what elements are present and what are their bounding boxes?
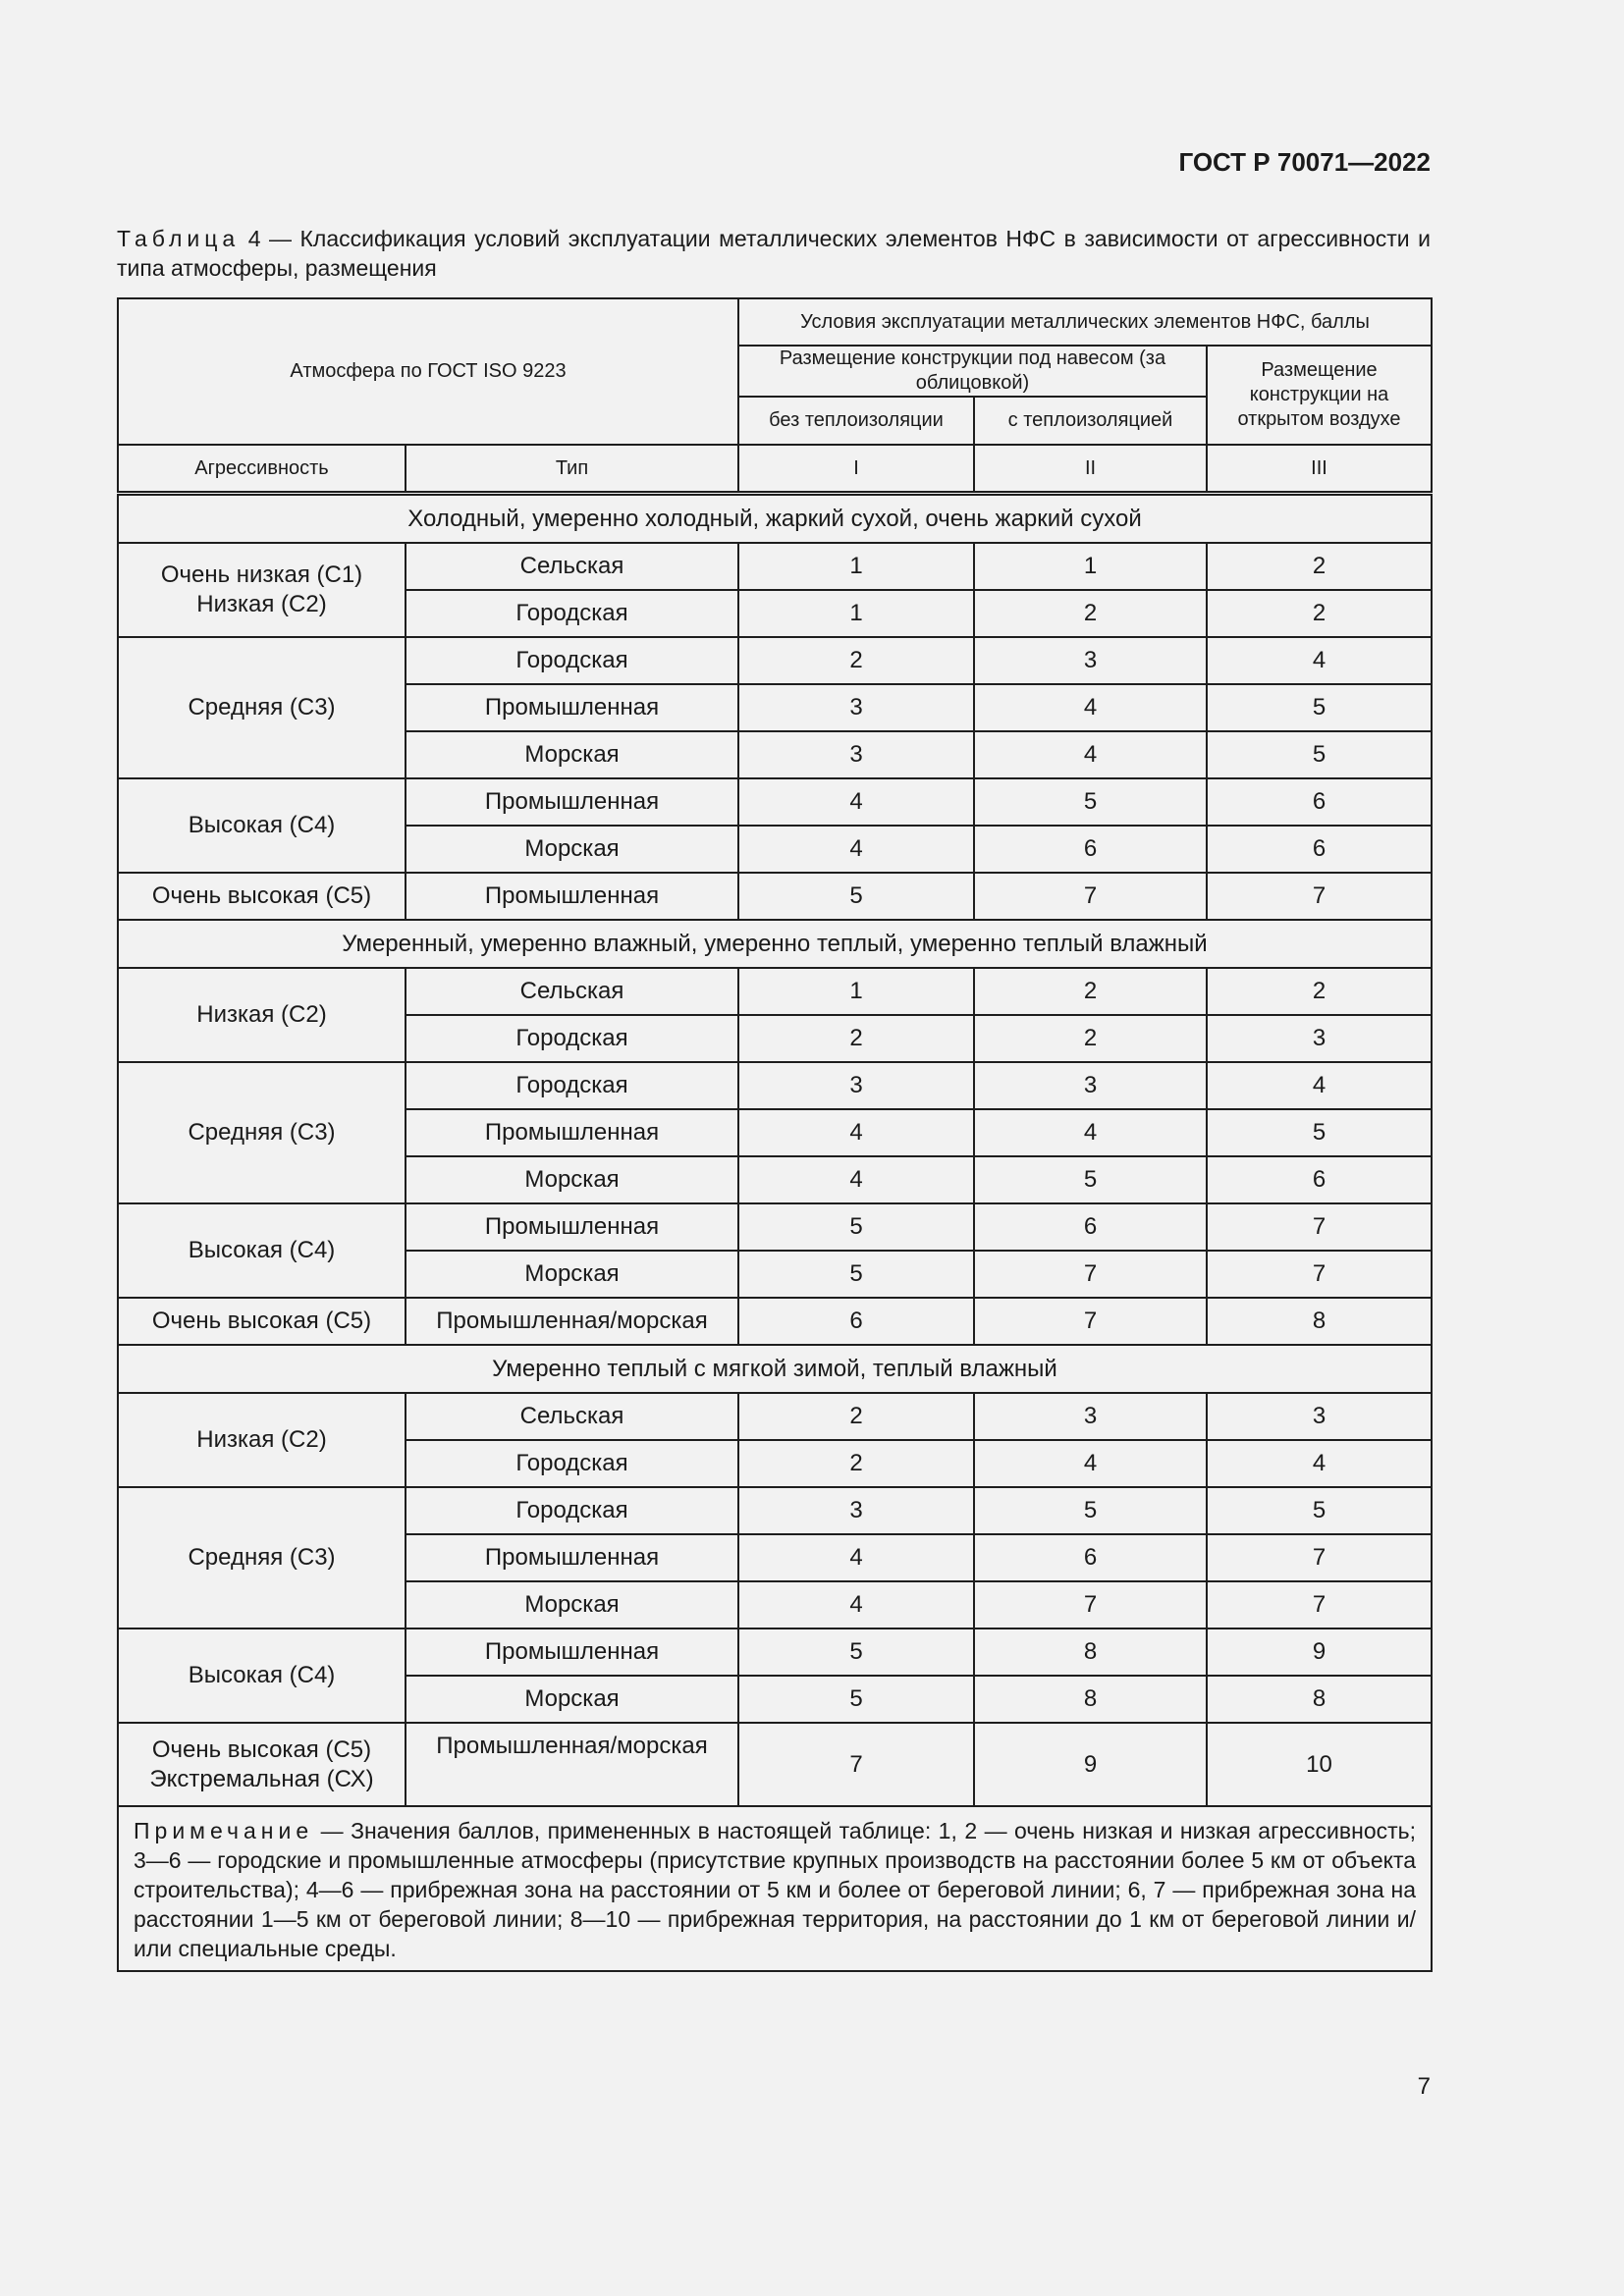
type-cell: Промышленная/морская bbox=[406, 1723, 738, 1806]
value-cell-iii: 4 bbox=[1207, 1062, 1432, 1109]
value-cell-i: 2 bbox=[738, 1393, 974, 1440]
value-cell-iii: 2 bbox=[1207, 590, 1432, 637]
value-cell-iii: 3 bbox=[1207, 1015, 1432, 1062]
value-cell-ii: 2 bbox=[974, 1015, 1207, 1062]
value-cell-iii: 7 bbox=[1207, 1251, 1432, 1298]
value-cell-i: 5 bbox=[738, 1629, 974, 1676]
climate-group-title: Умеренно теплый с мягкой зимой, теплый влажный bbox=[118, 1345, 1432, 1393]
aggressiveness-cell: Высокая (С4) bbox=[118, 1629, 406, 1723]
value-cell-ii: 8 bbox=[974, 1676, 1207, 1723]
no-insulation-header: без теплоизоляции bbox=[738, 397, 974, 445]
aggressiveness-cell: Средняя (С3) bbox=[118, 637, 406, 778]
value-cell-ii: 6 bbox=[974, 1203, 1207, 1251]
table-row bbox=[118, 1487, 1432, 1534]
conditions-header: Условия эксплуатации металлических элементов НФС, баллы bbox=[738, 298, 1432, 346]
table-row bbox=[118, 637, 1432, 684]
value-cell-ii: 4 bbox=[974, 1440, 1207, 1487]
note-label: Примечание bbox=[134, 1818, 314, 1843]
type-cell: Морская bbox=[406, 826, 738, 873]
table-body bbox=[118, 494, 1432, 1807]
value-cell-ii: 6 bbox=[974, 1534, 1207, 1581]
value-cell-i: 5 bbox=[738, 873, 974, 920]
aggressiveness-cell: Средняя (С3) bbox=[118, 1062, 406, 1203]
col-i-header: I bbox=[738, 445, 974, 494]
table-row bbox=[118, 873, 1432, 920]
value-cell-ii: 3 bbox=[974, 637, 1207, 684]
value-cell-iii: 5 bbox=[1207, 731, 1432, 778]
value-cell-ii: 7 bbox=[974, 1581, 1207, 1629]
value-cell-iii: 4 bbox=[1207, 637, 1432, 684]
under-canopy-header: Размещение конструкции под навесом (за облицовкой) bbox=[738, 346, 1207, 397]
type-cell: Сельская bbox=[406, 1393, 738, 1440]
value-cell-i: 5 bbox=[738, 1203, 974, 1251]
table-row bbox=[118, 968, 1432, 1015]
value-cell-iii: 6 bbox=[1207, 826, 1432, 873]
value-cell-iii: 5 bbox=[1207, 1109, 1432, 1156]
value-cell-i: 3 bbox=[738, 1062, 974, 1109]
value-cell-ii: 7 bbox=[974, 1251, 1207, 1298]
aggressiveness-cell: Очень высокая (С5) bbox=[118, 873, 406, 920]
table-row bbox=[118, 543, 1432, 590]
type-cell: Городская bbox=[406, 1487, 738, 1534]
atmosphere-header: Атмосфера по ГОСТ ISO 9223 bbox=[118, 298, 738, 445]
value-cell-iii: 2 bbox=[1207, 968, 1432, 1015]
type-cell: Морская bbox=[406, 731, 738, 778]
value-cell-ii: 7 bbox=[974, 873, 1207, 920]
type-cell: Промышленная bbox=[406, 778, 738, 826]
aggressiveness-cell: Очень высокая (С5) Экстремальная (СХ) bbox=[118, 1723, 406, 1806]
table-row bbox=[118, 1062, 1432, 1109]
value-cell-iii: 2 bbox=[1207, 543, 1432, 590]
type-cell: Морская bbox=[406, 1581, 738, 1629]
table-row bbox=[118, 1723, 1432, 1806]
aggressiveness-cell: Низкая (С2) bbox=[118, 1393, 406, 1487]
caption-label: Таблица bbox=[117, 226, 241, 251]
table-caption bbox=[117, 224, 1431, 283]
type-cell: Промышленная bbox=[406, 1534, 738, 1581]
value-cell-i: 3 bbox=[738, 1487, 974, 1534]
type-cell: Промышленная bbox=[406, 873, 738, 920]
type-cell: Промышленная/морская bbox=[406, 1298, 738, 1345]
value-cell-i: 5 bbox=[738, 1251, 974, 1298]
aggressiveness-cell: Высокая (С4) bbox=[118, 1203, 406, 1298]
table-note bbox=[118, 1806, 1432, 1971]
value-cell-iii: 4 bbox=[1207, 1440, 1432, 1487]
value-cell-iii: 7 bbox=[1207, 1203, 1432, 1251]
note-text: — Значения баллов, примененных в настоящей таблице: 1, 2 — очень низкая и низкая агрессивность; 3—6 — городские и промышленные атмосферы (присутствие крупных производств на расстоянии более 5 км от объекта строительства); 4—6 — прибрежная зона на расстоянии от 5 км и более от береговой линии; 6, 7 — прибрежная зона на расстоянии 1—5 км от береговой линии; 8—10 — прибрежная территория, на расстоянии до 1 км от береговой линии и/или специальные среды. bbox=[134, 1818, 1417, 1961]
value-cell-i: 4 bbox=[738, 826, 974, 873]
type-cell: Промышленная bbox=[406, 1629, 738, 1676]
aggressiveness-cell: Средняя (С3) bbox=[118, 1487, 406, 1629]
climate-group-title: Холодный, умеренно холодный, жаркий сухой, очень жаркий сухой bbox=[118, 494, 1432, 544]
value-cell-ii: 2 bbox=[974, 968, 1207, 1015]
col-iii-header: III bbox=[1207, 445, 1432, 494]
value-cell-i: 4 bbox=[738, 1581, 974, 1629]
table-row bbox=[118, 778, 1432, 826]
value-cell-ii: 3 bbox=[974, 1062, 1207, 1109]
table-row bbox=[118, 1203, 1432, 1251]
value-cell-iii: 3 bbox=[1207, 1393, 1432, 1440]
value-cell-i: 7 bbox=[738, 1723, 974, 1806]
value-cell-i: 6 bbox=[738, 1298, 974, 1345]
value-cell-i: 1 bbox=[738, 543, 974, 590]
type-cell: Промышленная bbox=[406, 684, 738, 731]
standard-number: ГОСТ Р 70071—2022 bbox=[1178, 147, 1431, 177]
table-row bbox=[118, 1629, 1432, 1676]
value-cell-iii: 5 bbox=[1207, 684, 1432, 731]
type-cell: Городская bbox=[406, 1015, 738, 1062]
page-number: 7 bbox=[1417, 2073, 1431, 2100]
value-cell-ii: 6 bbox=[974, 826, 1207, 873]
climate-group-title: Умеренный, умеренно влажный, умеренно теплый, умеренно теплый влажный bbox=[118, 920, 1432, 968]
value-cell-ii: 8 bbox=[974, 1629, 1207, 1676]
table-row bbox=[118, 1393, 1432, 1440]
value-cell-i: 3 bbox=[738, 684, 974, 731]
value-cell-ii: 9 bbox=[974, 1723, 1207, 1806]
value-cell-iii: 7 bbox=[1207, 873, 1432, 920]
value-cell-iii: 6 bbox=[1207, 778, 1432, 826]
value-cell-i: 1 bbox=[738, 590, 974, 637]
value-cell-i: 2 bbox=[738, 1440, 974, 1487]
value-cell-i: 4 bbox=[738, 778, 974, 826]
col-ii-header: II bbox=[974, 445, 1207, 494]
value-cell-iii: 8 bbox=[1207, 1676, 1432, 1723]
value-cell-iii: 10 bbox=[1207, 1723, 1432, 1806]
type-cell: Промышленная bbox=[406, 1203, 738, 1251]
value-cell-i: 1 bbox=[738, 968, 974, 1015]
type-cell: Морская bbox=[406, 1676, 738, 1723]
value-cell-ii: 4 bbox=[974, 731, 1207, 778]
type-cell: Морская bbox=[406, 1251, 738, 1298]
value-cell-ii: 5 bbox=[974, 1487, 1207, 1534]
with-insulation-header: с теплоизоляцией bbox=[974, 397, 1207, 445]
aggressiveness-cell: Очень низкая (С1) Низкая (С2) bbox=[118, 543, 406, 637]
value-cell-ii: 5 bbox=[974, 778, 1207, 826]
type-cell: Городская bbox=[406, 1062, 738, 1109]
type-header: Тип bbox=[406, 445, 738, 494]
aggressiveness-header: Агрессивность bbox=[118, 445, 406, 494]
type-cell: Морская bbox=[406, 1156, 738, 1203]
value-cell-ii: 5 bbox=[974, 1156, 1207, 1203]
type-cell: Городская bbox=[406, 590, 738, 637]
table-row bbox=[118, 1298, 1432, 1345]
value-cell-ii: 2 bbox=[974, 590, 1207, 637]
caption-text: 4 — Классификация условий эксплуатации металлических элементов НФС в зависимости от агрессивности и типа атмосферы, размещения bbox=[117, 226, 1431, 281]
value-cell-i: 4 bbox=[738, 1156, 974, 1203]
value-cell-iii: 9 bbox=[1207, 1629, 1432, 1676]
value-cell-i: 2 bbox=[738, 1015, 974, 1062]
value-cell-i: 4 bbox=[738, 1534, 974, 1581]
value-cell-iii: 6 bbox=[1207, 1156, 1432, 1203]
value-cell-iii: 8 bbox=[1207, 1298, 1432, 1345]
aggressiveness-cell: Высокая (С4) bbox=[118, 778, 406, 873]
value-cell-ii: 1 bbox=[974, 543, 1207, 590]
value-cell-iii: 7 bbox=[1207, 1581, 1432, 1629]
value-cell-ii: 3 bbox=[974, 1393, 1207, 1440]
value-cell-ii: 7 bbox=[974, 1298, 1207, 1345]
open-air-header: Размещение конструкции на открытом воздухе bbox=[1207, 346, 1432, 445]
value-cell-i: 5 bbox=[738, 1676, 974, 1723]
value-cell-iii: 7 bbox=[1207, 1534, 1432, 1581]
type-cell: Сельская bbox=[406, 968, 738, 1015]
value-cell-i: 4 bbox=[738, 1109, 974, 1156]
type-cell: Городская bbox=[406, 1440, 738, 1487]
aggressiveness-cell: Очень высокая (С5) bbox=[118, 1298, 406, 1345]
value-cell-i: 3 bbox=[738, 731, 974, 778]
value-cell-i: 2 bbox=[738, 637, 974, 684]
type-cell: Городская bbox=[406, 637, 738, 684]
value-cell-ii: 4 bbox=[974, 684, 1207, 731]
aggressiveness-cell: Низкая (С2) bbox=[118, 968, 406, 1062]
value-cell-ii: 4 bbox=[974, 1109, 1207, 1156]
value-cell-iii: 5 bbox=[1207, 1487, 1432, 1534]
type-cell: Промышленная bbox=[406, 1109, 738, 1156]
classification-table bbox=[117, 297, 1433, 1972]
type-cell: Сельская bbox=[406, 543, 738, 590]
